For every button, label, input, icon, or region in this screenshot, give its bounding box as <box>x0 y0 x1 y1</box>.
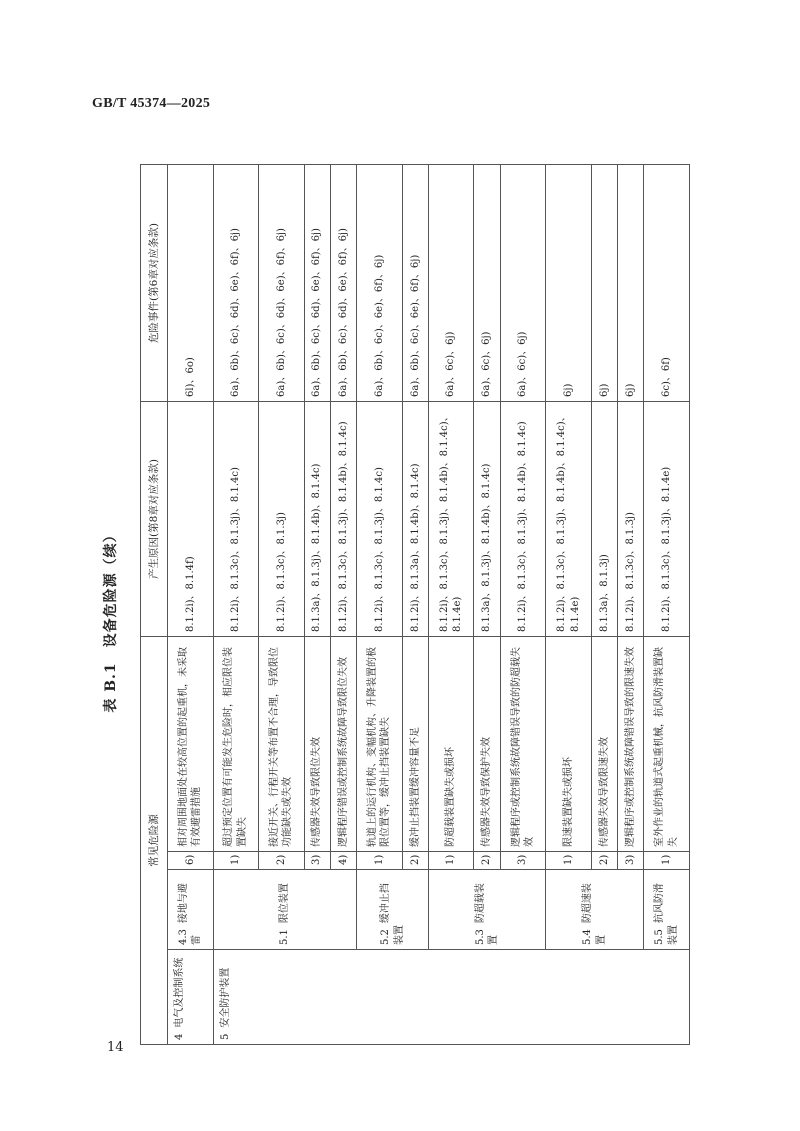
standard-code: GB/T 45374—2025 <box>92 96 211 111</box>
item-number: 1) <box>428 852 474 870</box>
table-caption: 表 B.1 设备危险源（续） <box>103 527 119 713</box>
hazard-description: 限速装置缺失或损坏 <box>546 637 592 852</box>
category-name: 电气及控制系统 <box>174 957 185 1028</box>
table-row <box>546 165 592 1045</box>
cause-clauses: 8.1.2i)、8.1.4f) <box>168 402 214 637</box>
item-number: 3) <box>304 852 330 870</box>
event-clauses: 6j) <box>618 165 644 402</box>
subcategory-name: 抗风防滑装置 <box>654 883 679 945</box>
event-clauses: 6j) <box>591 165 617 402</box>
table-row <box>213 165 259 1045</box>
item-number: 1) <box>357 852 403 870</box>
item-number: 2) <box>402 852 428 870</box>
table-row <box>168 165 214 1045</box>
event-clauses: 6a)、6c)、6j) <box>428 165 474 402</box>
cause-clauses: 8.1.2i)、8.1.3c)、8.1.3j)、8.1.4c) <box>357 402 403 637</box>
event-clauses: 6j) <box>546 165 592 402</box>
subcategory-name: 防超速装置 <box>582 883 607 945</box>
hazard-description: 相对周围地面处在较高位置的起重机，未采取有效避雷措施 <box>168 637 214 852</box>
cause-clauses: 8.1.2i)、8.1.3c)、8.1.3j) <box>259 402 305 637</box>
hazard-table-rotated <box>140 165 690 1045</box>
event-clauses: 6c)、6f) <box>644 165 690 402</box>
event-clauses: 6a)、6b)、6c)、6d)、6e)、6f)、6j) <box>213 165 259 402</box>
item-number: 2) <box>259 852 305 870</box>
subcategory-number: 5.2 <box>380 929 392 945</box>
subcategory-name: 限位装置 <box>279 883 291 924</box>
cause-clauses: 8.1.2i)、8.1.3c)、8.1.3j)、8.1.4b)、8.1.4c) <box>330 402 356 637</box>
category-cell <box>213 950 690 1045</box>
subcategory-cell <box>428 870 545 950</box>
event-clauses: 6a)、6b)、6c)、6e)、6f)、6j) <box>357 165 403 402</box>
cause-clauses: 8.1.2i)、8.1.3c)、8.1.3j)、8.1.4b)、8.1.4c)、8.1.4e) <box>546 402 592 637</box>
hazard-description: 室外作业的轨道式起重机械，抗风防滑装置缺失 <box>644 637 690 852</box>
subcategory-number: 5.5 <box>654 929 666 945</box>
header-hazard: 常见危险源 <box>141 637 168 1045</box>
hazard-description: 逻辑程序错误或控制系统故障导致限位失效 <box>330 637 356 852</box>
cause-clauses: 8.1.3a)、8.1.3j)、8.1.4b)、8.1.4c) <box>304 402 330 637</box>
subcategory-name: 接地与避雷 <box>177 883 203 945</box>
category-name: 安全防护装置 <box>219 967 231 1028</box>
hazard-description: 传感器失效导致限位失效 <box>304 637 330 852</box>
hazard-description: 传感器失效导致限速失效 <box>591 637 617 852</box>
subcategory-cell <box>168 870 214 950</box>
header-event: 危险事件(第6章对应条款) <box>141 165 168 402</box>
cause-clauses: 8.1.2i)、8.1.3c)、8.1.3j) <box>618 402 644 637</box>
item-number: 4) <box>330 852 356 870</box>
event-clauses: 6a)、6b)、6c)、6e)、6f)、6j) <box>402 165 428 402</box>
cause-clauses: 8.1.3a)、8.1.3j)、8.1.4b)、8.1.4c) <box>474 402 500 637</box>
page-number: 14 <box>107 1040 124 1055</box>
cause-clauses: 8.1.2i)、8.1.3a)、8.1.4b)、8.1.4c) <box>402 402 428 637</box>
item-number: 3) <box>500 852 546 870</box>
table-header-row <box>141 165 168 1045</box>
table-row <box>357 165 403 1045</box>
table-row <box>428 165 474 1045</box>
item-number: 1) <box>644 852 690 870</box>
event-clauses: 6a)、6c)、6j) <box>500 165 546 402</box>
subcategory-name: 缓冲止挡装置 <box>380 883 405 945</box>
cause-clauses: 8.1.2i)、8.1.3c)、8.1.3j)、8.1.4c) <box>213 402 259 637</box>
cause-clauses: 8.1.3a)、8.1.3j) <box>591 402 617 637</box>
event-clauses: 6a)、6b)、6c)、6d)、6e)、6f)、6j) <box>259 165 305 402</box>
hazard-description: 防超载装置缺失或损坏 <box>428 637 474 852</box>
event-clauses: 6l)、6o) <box>168 165 214 402</box>
hazard-description: 缓冲止挡装置缓冲容量不足 <box>402 637 428 852</box>
item-number: 2) <box>591 852 617 870</box>
header-cause: 产生原因(第8章对应条款) <box>141 402 168 637</box>
hazard-description: 传感器失效导致保护失效 <box>474 637 500 852</box>
subcategory-cell <box>644 870 690 950</box>
item-number: 3) <box>618 852 644 870</box>
hazard-description: 接近开关、行程开关等布置不合理，导致限位功能缺失或失效 <box>259 637 305 852</box>
item-number: 1) <box>546 852 592 870</box>
hazard-description: 逻辑程序或控制系统故障错误导致的防超载失效 <box>500 637 546 852</box>
hazard-description: 超过预定位置有可能发生危险时，相应限位装置缺失 <box>213 637 259 852</box>
subcategory-number: 5.4 <box>582 929 594 945</box>
subcategory-cell <box>213 870 357 950</box>
category-number: 5 <box>219 1033 231 1040</box>
subcategory-number: 5.1 <box>279 929 291 945</box>
item-number: 6) <box>168 852 214 870</box>
subcategory-cell <box>357 870 429 950</box>
cause-clauses: 8.1.2i)、8.1.3c)、8.1.3j)、8.1.4b)、8.1.4c)、8.1.4e) <box>428 402 474 637</box>
subcategory-cell <box>546 870 644 950</box>
category-cell <box>168 950 214 1045</box>
item-number: 2) <box>474 852 500 870</box>
item-number: 1) <box>213 852 259 870</box>
event-clauses: 6a)、6b)、6c)、6d)、6e)、6f)、6j) <box>304 165 330 402</box>
category-number: 4 <box>174 1033 185 1040</box>
subcategory-name: 防超载装置 <box>474 883 500 945</box>
table-row <box>644 165 690 1045</box>
hazard-table <box>140 164 690 1045</box>
cause-clauses: 8.1.2i)、8.1.3c)、8.1.3j)、8.1.4b)、8.1.4c) <box>500 402 546 637</box>
hazard-description: 逻辑程序或控制系统故障错误导致的限速失效 <box>618 637 644 852</box>
subcategory-number: 5.3 <box>474 929 486 945</box>
event-clauses: 6a)、6c)、6j) <box>474 165 500 402</box>
event-clauses: 6a)、6b)、6c)、6d)、6e)、6f)、6j) <box>330 165 356 402</box>
hazard-description: 轨道上的运行机构、变幅机构、升降装置的极限位置等，缓冲止挡装置缺失 <box>357 637 403 852</box>
subcategory-number: 4.3 <box>177 929 189 945</box>
cause-clauses: 8.1.2i)、8.1.3c)、8.1.3j)、8.1.4e) <box>644 402 690 637</box>
